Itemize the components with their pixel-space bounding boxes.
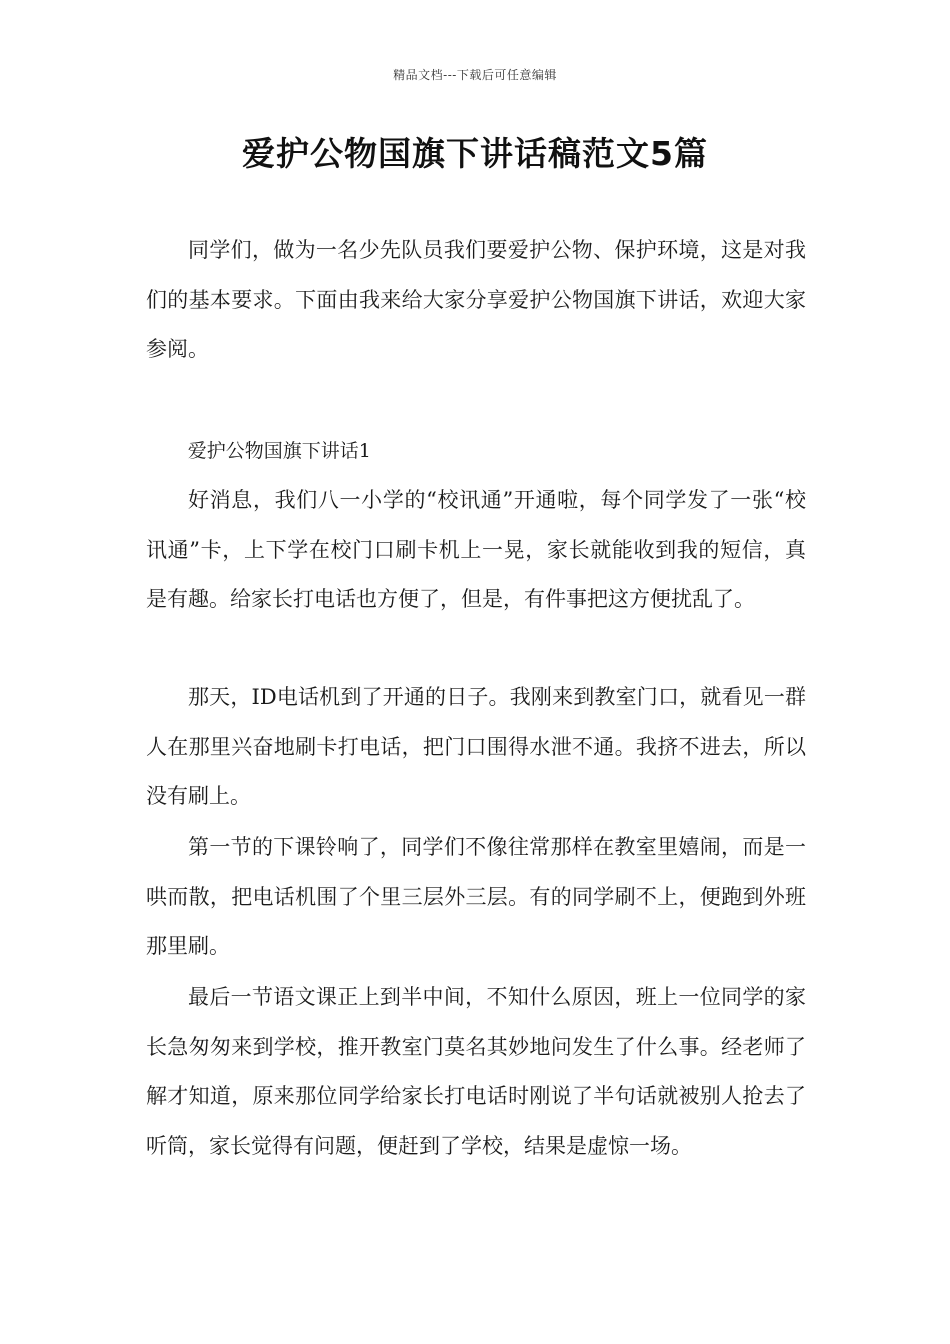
body-paragraph-1: 好消息，我们八一小学的“校讯通”开通啦，每个同学发了一张“校讯通”卡，上下学在校门口刷卡机上一晃，家长就能收到我的短信，真是有趣。给家长打电话也方便了，但是，有件事把这方便扰乱了。 (146, 488, 806, 611)
body-paragraph-4: 最后一节语文课正上到半中间，不知什么原因，班上一位同学的家长急匆匆来到学校，推开教室门莫名其妙地问发生了什么事。经老师了解才知道，原来那位同学给家长打电话时刚说了半句话就被别人抢去了听筒，家长觉得有问题，便赶到了学校，结果是虚惊一场。 (146, 985, 806, 1158)
body-paragraph-3: 第一节的下课铃响了，同学们不像往常那样在教室里嬉闹，而是一哄而散，把电话机围了个里三层外三层。有的同学刷不上，便跑到外班那里刷。 (146, 835, 806, 958)
intro-paragraph: 同学们，做为一名少先队员我们要爱护公物、保护环境，这是对我们的基本要求。下面由我来给大家分享爱护公物国旗下讲话，欢迎大家参阅。 (146, 238, 806, 361)
body-paragraph-2: 那天，ID电话机到了开通的日子。我刚来到教室门口，就看见一群人在那里兴奋地刷卡打电话，把门口围得水泄不通。我挤不进去，所以没有刷上。 (146, 685, 806, 808)
document-title: 爱护公物国旗下讲话稿范文5篇 (242, 134, 708, 173)
section-heading: 爱护公物国旗下讲话1 (187, 440, 371, 462)
header-note: 精品文档---下载后可任意编辑 (393, 68, 557, 82)
